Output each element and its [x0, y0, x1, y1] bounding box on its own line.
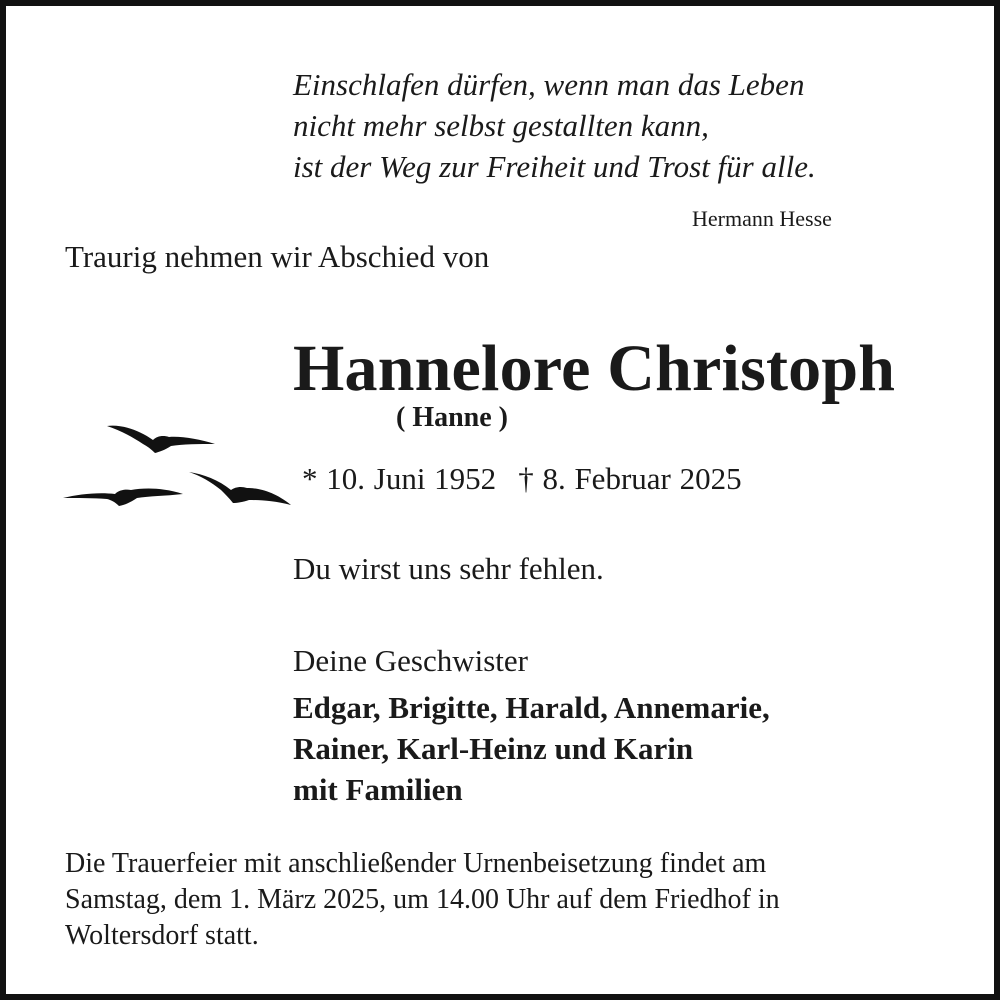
family-line: Edgar, Brigitte, Harald, Annemarie,: [293, 690, 770, 725]
farewell-message: Du wirst uns sehr fehlen.: [293, 551, 604, 586]
funeral-service-info: [65, 846, 780, 954]
poem-line: nicht mehr selbst gestallten kann,: [293, 108, 709, 143]
poem-author: Hermann Hesse: [692, 206, 832, 231]
service-line: Samstag, dem 1. März 2025, um 14.00 Uhr auf dem Friedhof in: [65, 884, 780, 915]
poem-line: Einschlafen dürfen, wenn man das Leben: [293, 67, 805, 102]
service-line: Die Trauerfeier mit anschließender Urnenbeisetzung findet am: [65, 848, 767, 879]
bird-shape: [63, 489, 183, 506]
service-line: Woltersdorf statt.: [65, 920, 259, 951]
family-line: Rainer, Karl-Heinz und Karin: [293, 731, 694, 766]
bird-shape: [107, 426, 215, 453]
intro-text: Traurig nehmen wir Abschied von: [65, 239, 490, 274]
poem-quote: [293, 64, 816, 187]
family-line: mit Familien: [293, 772, 463, 807]
deceased-nickname: ( Hanne ): [396, 402, 508, 433]
flying-birds-icon: [61, 418, 296, 513]
family-label: Deine Geschwister: [293, 643, 528, 678]
death-date: † 8. Februar 2025: [518, 461, 742, 496]
birth-date: * 10. Juni 1952: [302, 461, 497, 496]
deceased-name: Hannelore Christoph: [293, 332, 896, 405]
poem-line: ist der Weg zur Freiheit und Trost für alle.: [293, 149, 816, 184]
bird-shape: [189, 472, 291, 505]
family-names: [293, 687, 770, 810]
life-dates: [302, 461, 742, 497]
